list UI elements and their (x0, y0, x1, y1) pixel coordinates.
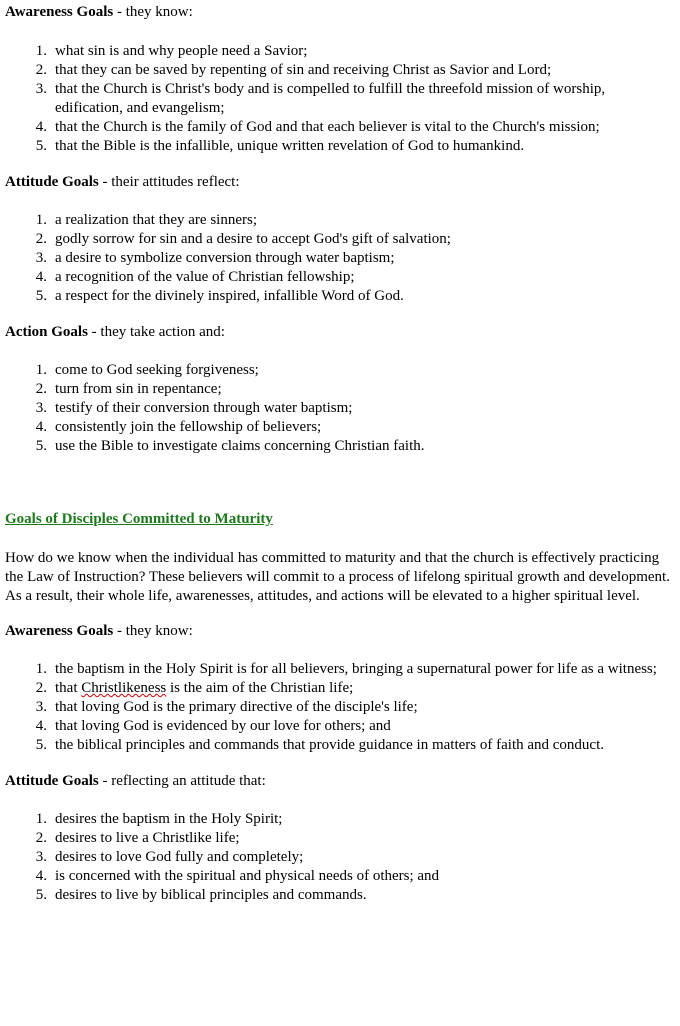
list-item: 5. desires to live by biblical principles and commands. (35, 887, 367, 903)
list-item: 4. consistently join the fellowship of believers; (35, 419, 322, 435)
list-item: 3. testify of their conversion through water baptism; (35, 400, 353, 416)
maturity-intro-paragraph: How do we know when the individual has committed to maturity and that the church is effectively practicing the Law of Instruction? These believers will commit to a process of lifelong spiritual growth and development. As a result, their whole life, awarenesses, attitudes, and actions will be elevated to a higher spiritual level. (5, 550, 670, 604)
list-item: 3. a desire to symbolize conversion through water baptism; (35, 250, 395, 266)
action-goals-list (5, 361, 672, 456)
maturity-section-title: Goals of Disciples Committed to Maturity (5, 511, 273, 527)
attitude-goals-heading: Attitude Goals - their attitudes reflect: (5, 174, 240, 190)
list-item: 5. that the Bible is the infallible, unique written revelation of God to humankind. (35, 138, 525, 154)
attitude-goals-list (5, 211, 672, 306)
list-item: 2. godly sorrow for sin and a desire to accept God's gift of salvation; (35, 231, 451, 247)
list-item: 3. that loving God is the primary directive of the disciple's life; (35, 699, 418, 715)
list-item: 2. that they can be saved by repenting of sin and receiving Christ as Savior and Lord; (35, 62, 552, 78)
list-item: 5. a respect for the divinely inspired, infallible Word of God. (35, 288, 404, 304)
list-item: 3. that the Church is Christ's body and is compelled to fulfill the threefold mission of worship, edification, and evangelism; (35, 81, 606, 116)
awareness-goals-list (5, 42, 672, 156)
awareness-goals-heading: Awareness Goals - they know: (5, 4, 193, 20)
list-item: 2. that Christlikeness is the aim of the Christian life; (35, 680, 354, 696)
list-item: 3. desires to love God fully and completely; (35, 849, 304, 865)
list-item: 4. that the Church is the family of God and that each believer is vital to the Church's mission; (35, 119, 600, 135)
action-goals-heading: Action Goals - they take action and: (5, 324, 225, 340)
list-item: 4. that loving God is evidenced by our love for others; and (35, 718, 391, 734)
maturity-awareness-heading: Awareness Goals - they know: (5, 623, 193, 639)
list-item: 5. use the Bible to investigate claims concerning Christian faith. (35, 438, 425, 454)
maturity-attitude-heading: Attitude Goals - reflecting an attitude that: (5, 773, 266, 789)
list-item: 1. the baptism in the Holy Spirit is for all believers, bringing a supernatural power for life as a witness; (35, 661, 657, 677)
spellcheck-underline: Christlikeness (81, 680, 167, 696)
list-item: 2. desires to live a Christlike life; (35, 830, 240, 846)
list-item: 1. desires the baptism in the Holy Spirit; (35, 811, 283, 827)
list-item: 2. turn from sin in repentance; (35, 381, 222, 397)
list-item: 4. a recognition of the value of Christian fellowship; (35, 269, 355, 285)
list-item: 1. what sin is and why people need a Savior; (35, 43, 308, 59)
maturity-attitude-list (5, 810, 672, 905)
list-item: 1. a realization that they are sinners; (35, 212, 257, 228)
list-item: 4. is concerned with the spiritual and physical needs of others; and (35, 868, 440, 884)
list-item: 1. come to God seeking forgiveness; (35, 362, 259, 378)
list-item: 5. the biblical principles and commands that provide guidance in matters of faith and conduct. (35, 737, 605, 753)
maturity-awareness-list (5, 660, 672, 755)
